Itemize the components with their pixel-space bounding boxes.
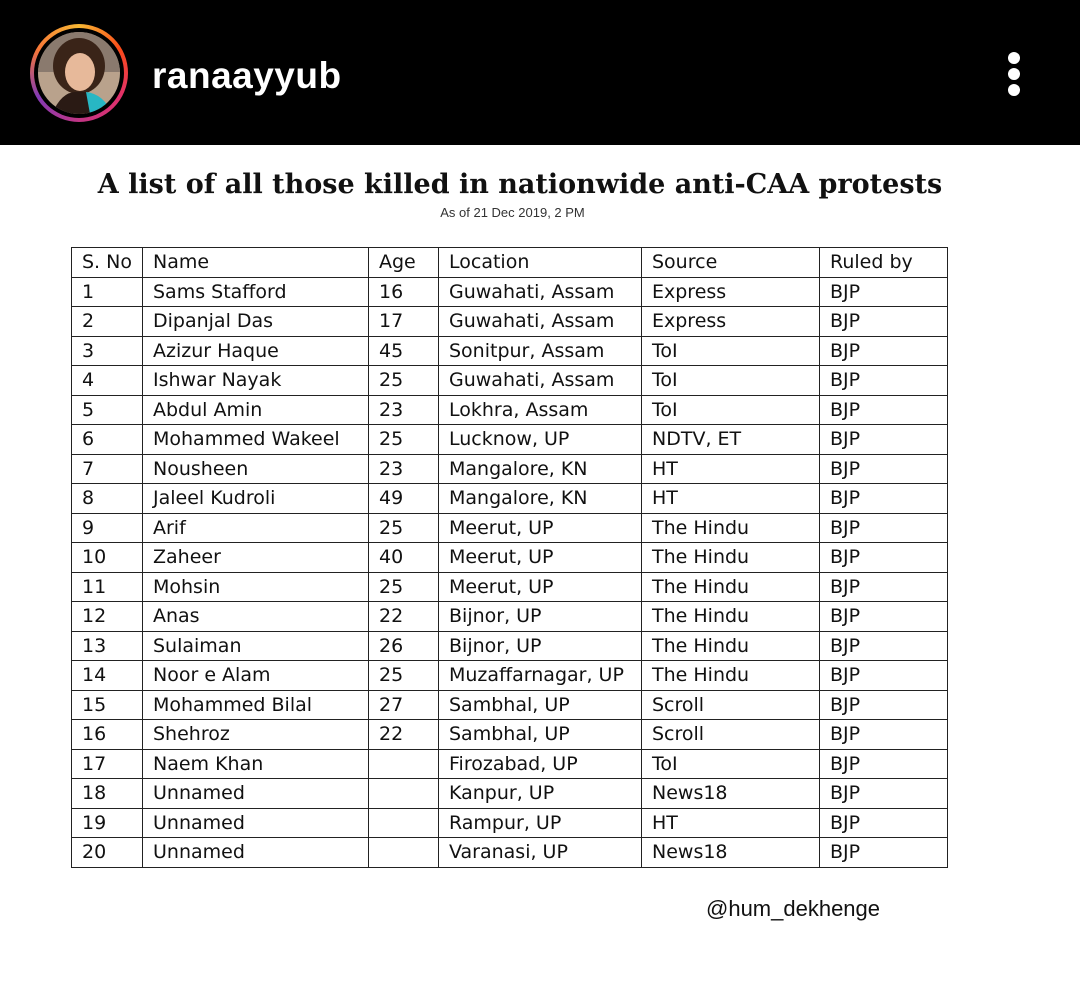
table-row xyxy=(72,661,948,691)
avatar[interactable] xyxy=(38,32,120,114)
cell-source: Express xyxy=(642,277,820,307)
table-row xyxy=(72,484,948,514)
cell-age: 27 xyxy=(369,690,439,720)
cell-name: Anas xyxy=(143,602,369,632)
column-header: S. No xyxy=(72,248,143,278)
cell-sno: 14 xyxy=(72,661,143,691)
column-header: Age xyxy=(369,248,439,278)
profile-header xyxy=(0,0,1080,145)
cell-name: Sulaiman xyxy=(143,631,369,661)
cell-location: Lucknow, UP xyxy=(439,425,642,455)
cell-name: Arif xyxy=(143,513,369,543)
cell-age: 45 xyxy=(369,336,439,366)
column-header: Source xyxy=(642,248,820,278)
victims-table xyxy=(71,247,948,868)
cell-location: Rampur, UP xyxy=(439,808,642,838)
cell-ruled-by: BJP xyxy=(820,690,948,720)
cell-location: Varanasi, UP xyxy=(439,838,642,868)
cell-age: 40 xyxy=(369,543,439,573)
cell-source: ToI xyxy=(642,336,820,366)
cell-name: Abdul Amin xyxy=(143,395,369,425)
cell-ruled-by: BJP xyxy=(820,484,948,514)
cell-name: Jaleel Kudroli xyxy=(143,484,369,514)
cell-age: 26 xyxy=(369,631,439,661)
cell-location: Mangalore, KN xyxy=(439,484,642,514)
table-row xyxy=(72,513,948,543)
table-row xyxy=(72,779,948,809)
cell-sno: 3 xyxy=(72,336,143,366)
cell-ruled-by: BJP xyxy=(820,277,948,307)
column-header: Location xyxy=(439,248,642,278)
table-row xyxy=(72,720,948,750)
cell-ruled-by: BJP xyxy=(820,336,948,366)
cell-source: The Hindu xyxy=(642,513,820,543)
cell-location: Bijnor, UP xyxy=(439,631,642,661)
cell-age: 23 xyxy=(369,454,439,484)
cell-name: Zaheer xyxy=(143,543,369,573)
cell-name: Ishwar Nayak xyxy=(143,366,369,396)
cell-ruled-by: BJP xyxy=(820,779,948,809)
cell-ruled-by: BJP xyxy=(820,543,948,573)
table-row xyxy=(72,277,948,307)
column-header: Ruled by xyxy=(820,248,948,278)
table-row xyxy=(72,425,948,455)
cell-age: 16 xyxy=(369,277,439,307)
cell-source: HT xyxy=(642,484,820,514)
cell-location: Sambhal, UP xyxy=(439,720,642,750)
cell-name: Nousheen xyxy=(143,454,369,484)
cell-location: Mangalore, KN xyxy=(439,454,642,484)
cell-age: 23 xyxy=(369,395,439,425)
cell-location: Meerut, UP xyxy=(439,543,642,573)
cell-age xyxy=(369,838,439,868)
cell-age: 22 xyxy=(369,602,439,632)
cell-source: ToI xyxy=(642,366,820,396)
cell-location: Firozabad, UP xyxy=(439,749,642,779)
table-row xyxy=(72,307,948,337)
cell-sno: 11 xyxy=(72,572,143,602)
watermark: @hum_dekhenge xyxy=(706,896,881,921)
cell-age xyxy=(369,808,439,838)
table-row xyxy=(72,838,948,868)
cell-ruled-by: BJP xyxy=(820,720,948,750)
cell-name: Unnamed xyxy=(143,838,369,868)
cell-age: 25 xyxy=(369,425,439,455)
table-row xyxy=(72,454,948,484)
cell-ruled-by: BJP xyxy=(820,395,948,425)
table-row xyxy=(72,366,948,396)
cell-age: 25 xyxy=(369,366,439,396)
cell-location: Kanpur, UP xyxy=(439,779,642,809)
cell-source: News18 xyxy=(642,838,820,868)
cell-age xyxy=(369,779,439,809)
cell-source: News18 xyxy=(642,779,820,809)
cell-location: Guwahati, Assam xyxy=(439,277,642,307)
cell-ruled-by: BJP xyxy=(820,572,948,602)
cell-ruled-by: BJP xyxy=(820,454,948,484)
cell-source: The Hindu xyxy=(642,602,820,632)
cell-name: Unnamed xyxy=(143,779,369,809)
cell-sno: 4 xyxy=(72,366,143,396)
cell-ruled-by: BJP xyxy=(820,631,948,661)
cell-sno: 16 xyxy=(72,720,143,750)
cell-sno: 9 xyxy=(72,513,143,543)
column-header: Name xyxy=(143,248,369,278)
cell-name: Noor e Alam xyxy=(143,661,369,691)
cell-ruled-by: BJP xyxy=(820,602,948,632)
cell-age: 17 xyxy=(369,307,439,337)
cell-location: Sambhal, UP xyxy=(439,690,642,720)
table-row xyxy=(72,543,948,573)
table-row xyxy=(72,749,948,779)
cell-source: HT xyxy=(642,454,820,484)
cell-name: Mohammed Wakeel xyxy=(143,425,369,455)
cell-ruled-by: BJP xyxy=(820,366,948,396)
cell-source: Express xyxy=(642,307,820,337)
cell-sno: 18 xyxy=(72,779,143,809)
cell-source: HT xyxy=(642,808,820,838)
cell-sno: 6 xyxy=(72,425,143,455)
cell-sno: 7 xyxy=(72,454,143,484)
cell-ruled-by: BJP xyxy=(820,808,948,838)
post-title: A list of all those killed in nationwide anti-CAA protests xyxy=(97,169,943,200)
cell-sno: 20 xyxy=(72,838,143,868)
cell-source: NDTV, ET xyxy=(642,425,820,455)
cell-location: Lokhra, Assam xyxy=(439,395,642,425)
cell-location: Meerut, UP xyxy=(439,572,642,602)
table-row xyxy=(72,631,948,661)
cell-source: ToI xyxy=(642,395,820,425)
cell-sno: 19 xyxy=(72,808,143,838)
cell-name: Mohsin xyxy=(143,572,369,602)
cell-location: Meerut, UP xyxy=(439,513,642,543)
cell-age: 22 xyxy=(369,720,439,750)
cell-source: The Hindu xyxy=(642,631,820,661)
cell-location: Guwahati, Assam xyxy=(439,307,642,337)
cell-name: Shehroz xyxy=(143,720,369,750)
cell-sno: 17 xyxy=(72,749,143,779)
more-options-icon[interactable] xyxy=(1002,52,1026,96)
cell-age: 25 xyxy=(369,661,439,691)
cell-source: Scroll xyxy=(642,720,820,750)
cell-sno: 12 xyxy=(72,602,143,632)
cell-name: Dipanjal Das xyxy=(143,307,369,337)
cell-name: Azizur Haque xyxy=(143,336,369,366)
cell-name: Naem Khan xyxy=(143,749,369,779)
cell-ruled-by: BJP xyxy=(820,425,948,455)
cell-ruled-by: BJP xyxy=(820,838,948,868)
cell-name: Sams Stafford xyxy=(143,277,369,307)
cell-name: Unnamed xyxy=(143,808,369,838)
cell-sno: 8 xyxy=(72,484,143,514)
table-row xyxy=(72,808,948,838)
cell-ruled-by: BJP xyxy=(820,307,948,337)
cell-name: Mohammed Bilal xyxy=(143,690,369,720)
table-row xyxy=(72,690,948,720)
cell-location: Sonitpur, Assam xyxy=(439,336,642,366)
cell-source: The Hindu xyxy=(642,572,820,602)
table-row xyxy=(72,336,948,366)
table-header-row xyxy=(72,248,948,278)
cell-source: The Hindu xyxy=(642,661,820,691)
cell-location: Bijnor, UP xyxy=(439,602,642,632)
cell-sno: 13 xyxy=(72,631,143,661)
cell-sno: 2 xyxy=(72,307,143,337)
story-ring[interactable] xyxy=(30,24,128,122)
cell-age: 25 xyxy=(369,513,439,543)
cell-source: ToI xyxy=(642,749,820,779)
cell-ruled-by: BJP xyxy=(820,749,948,779)
cell-location: Guwahati, Assam xyxy=(439,366,642,396)
cell-ruled-by: BJP xyxy=(820,661,948,691)
cell-age xyxy=(369,749,439,779)
table-row xyxy=(72,572,948,602)
cell-sno: 1 xyxy=(72,277,143,307)
cell-age: 25 xyxy=(369,572,439,602)
post-subtitle: As of 21 Dec 2019, 2 PM xyxy=(440,205,585,220)
cell-source: The Hindu xyxy=(642,543,820,573)
username[interactable]: ranaayyub xyxy=(152,55,342,96)
cell-sno: 10 xyxy=(72,543,143,573)
cell-sno: 5 xyxy=(72,395,143,425)
cell-location: Muzaffarnagar, UP xyxy=(439,661,642,691)
cell-source: Scroll xyxy=(642,690,820,720)
cell-sno: 15 xyxy=(72,690,143,720)
table-row xyxy=(72,395,948,425)
cell-age: 49 xyxy=(369,484,439,514)
table-row xyxy=(72,602,948,632)
cell-ruled-by: BJP xyxy=(820,513,948,543)
